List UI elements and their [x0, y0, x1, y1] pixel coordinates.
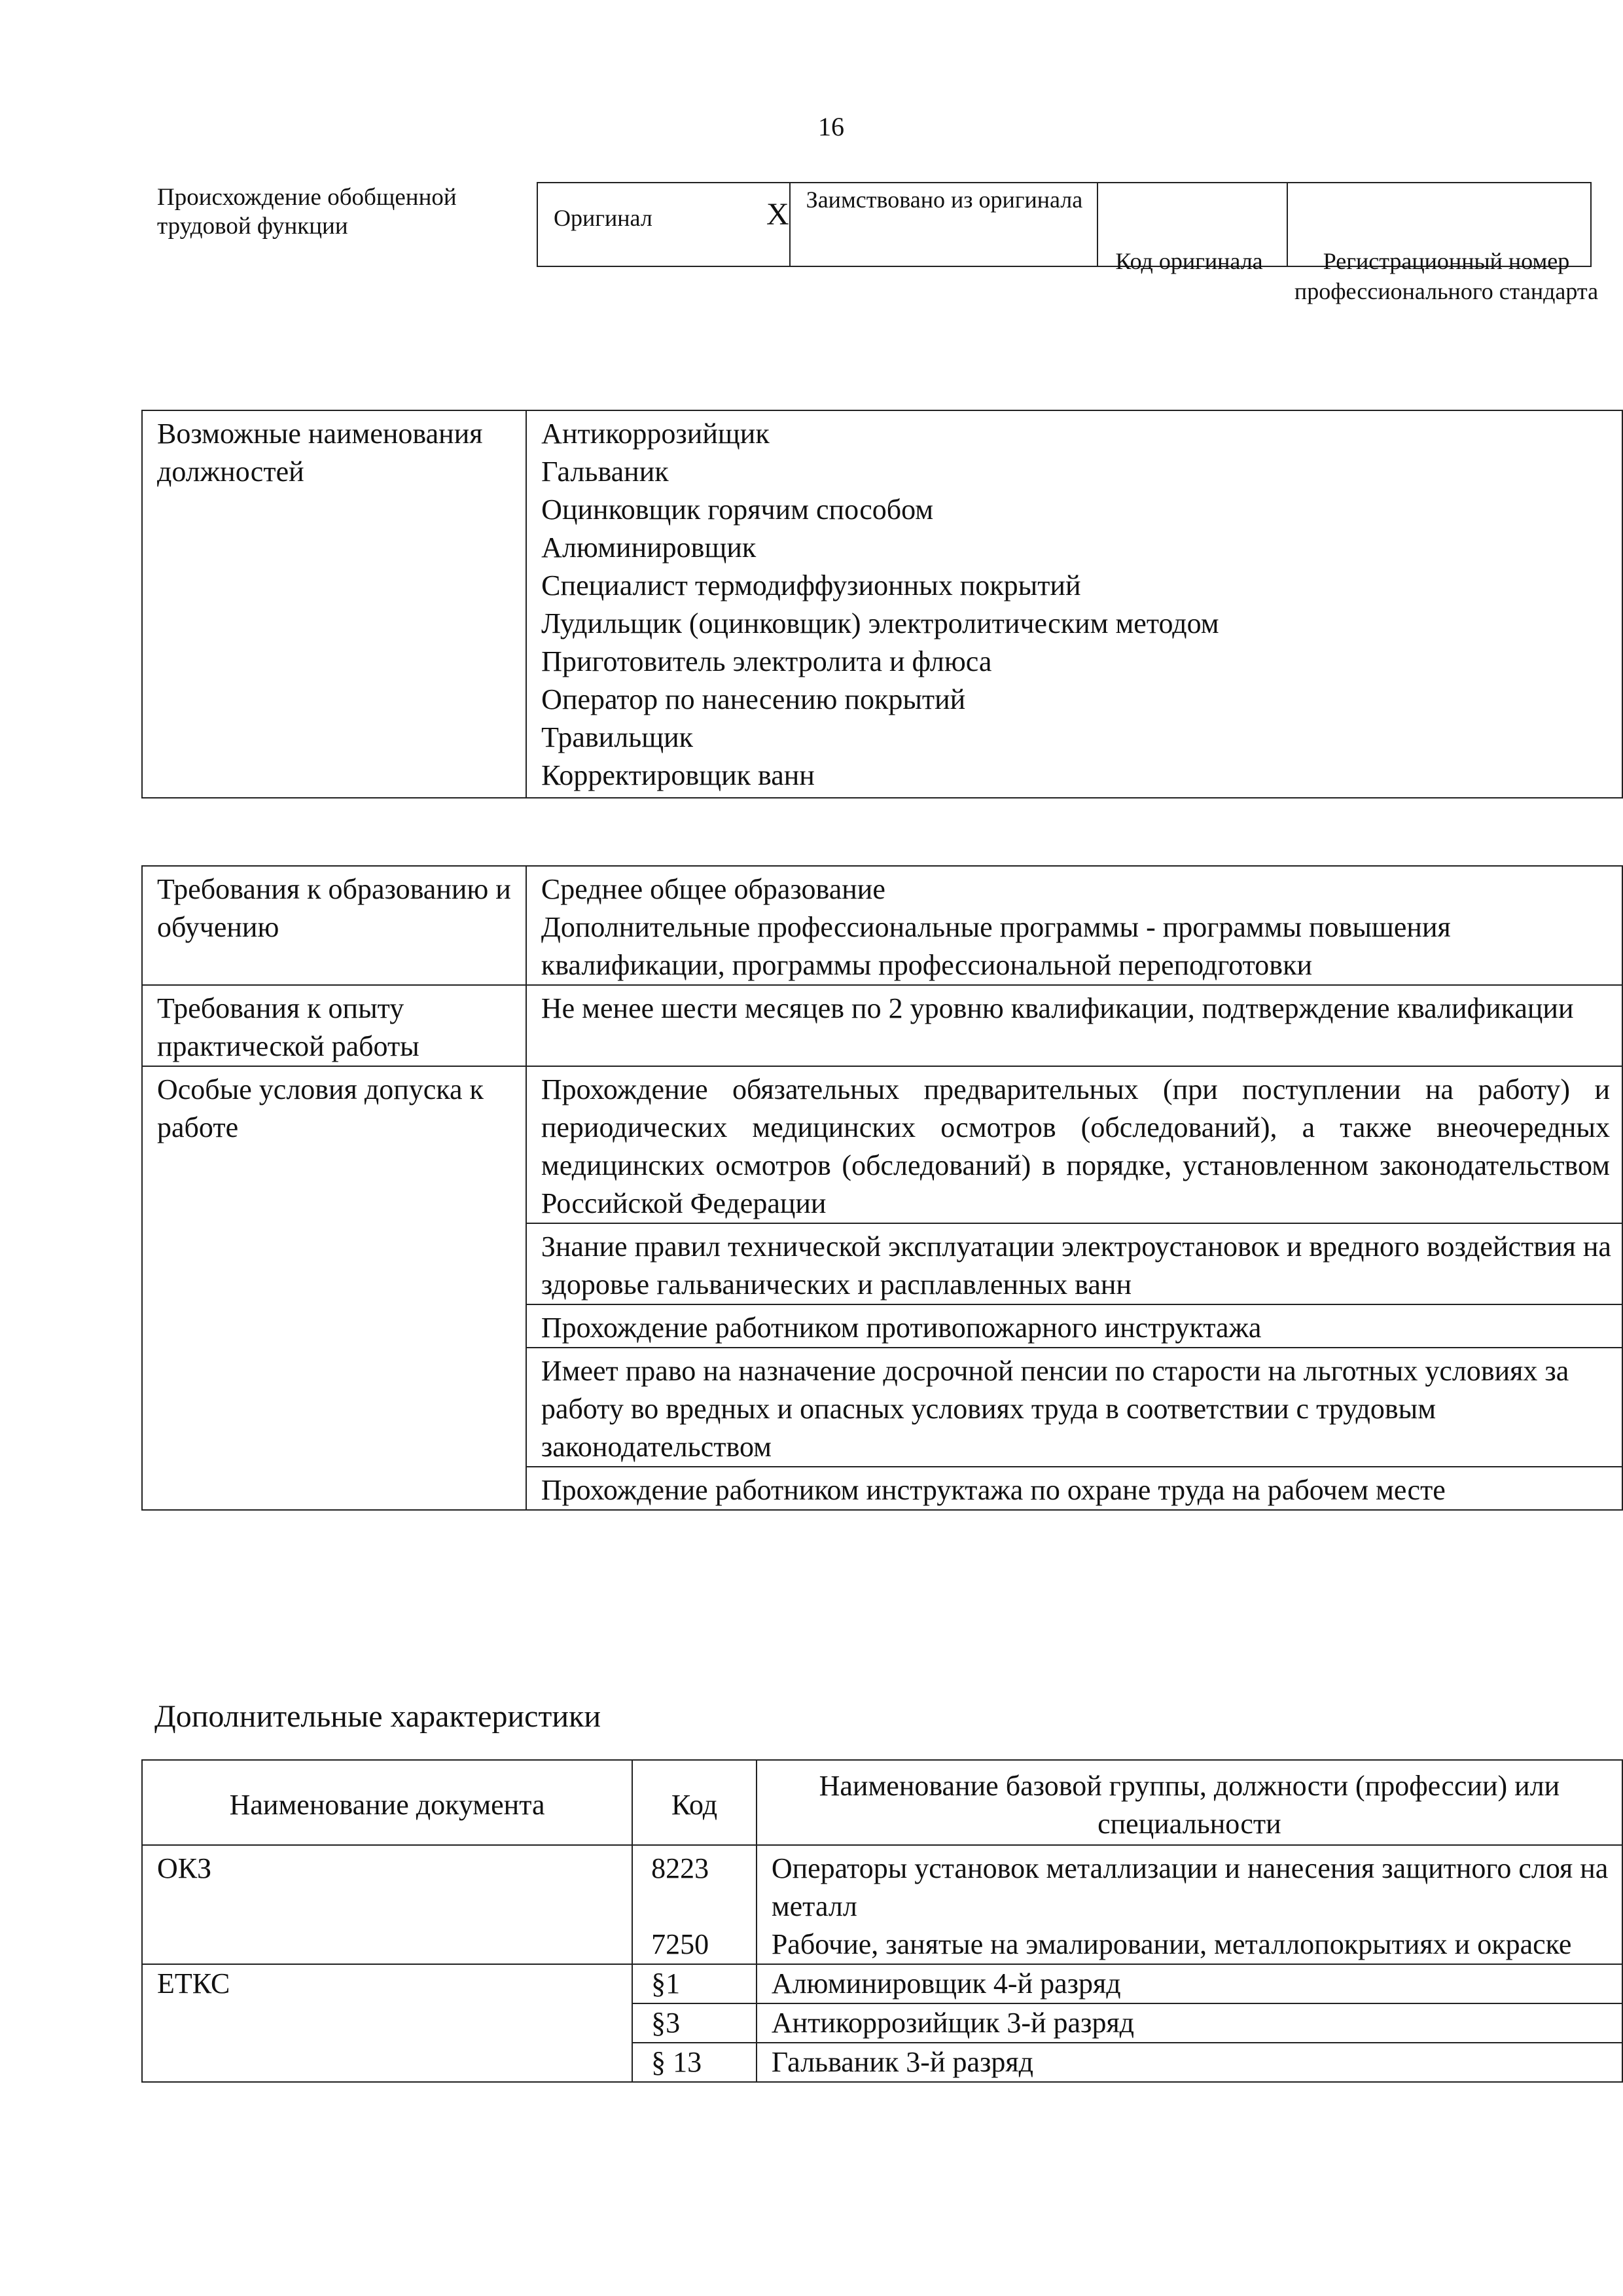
special-condition-item: Имеет право на назначение досрочной пенсии по старости на льготных условиях за работу во вредных и опасных условиях труда в соответствии с трудовым законодательством	[526, 1348, 1622, 1467]
positions-label: Возможные наименования должностей	[142, 410, 526, 798]
position-item: Оцинковщик горячим способом	[541, 493, 934, 526]
borrowed-label: Заимствовано из оригинала	[790, 183, 1097, 266]
header-document: Наименование документа	[142, 1760, 632, 1845]
special-condition-item: Прохождение обязательных предварительных (при поступлении на работу) и периодических медицинских осмотров (обследований), а также внеочередных медицинских осмотров (обследований) в порядке, установленном законодательством Российской Федерации	[526, 1066, 1622, 1223]
position-item: Корректировщик ванн	[541, 759, 815, 791]
extra-characteristics-title: Дополнительные характеристики	[154, 1699, 601, 1734]
okz-document: ОКЗ	[142, 1845, 632, 1964]
experience-label: Требования к опыту практической работы	[142, 985, 526, 1066]
education-value	[526, 866, 1622, 985]
etks-name: Антикоррозийщик 3-й разряд	[757, 2003, 1622, 2043]
origin-label: Происхождение обобщенной трудовой функции	[157, 184, 457, 240]
original-mark: X	[766, 183, 790, 266]
experience-value: Не менее шести месяцев по 2 уровню квалификации, подтверждение квалификации	[526, 985, 1622, 1066]
special-condition-item: Прохождение работником инструктажа по охране труда на рабочем месте	[526, 1467, 1622, 1510]
position-item: Приготовитель электролита и флюса	[541, 645, 992, 677]
header-code: Код	[632, 1760, 757, 1845]
original-label: Оригинал	[537, 183, 766, 266]
special-condition-item: Знание правил технической эксплуатации электроустановок и вредного воздействия на здоровье гальванических и расплавленных ванн	[526, 1223, 1622, 1304]
okz-name: Операторы установок металлизации и нанесения защитного слоя на металл	[757, 1845, 1622, 1926]
education-item: Среднее общее образование	[541, 873, 885, 905]
position-item: Специалист термодиффузионных покрытий	[541, 569, 1081, 601]
special-condition-item: Прохождение работником противопожарного инструктажа	[526, 1304, 1622, 1348]
etks-code: §1	[632, 1964, 757, 2003]
positions-list	[526, 410, 1622, 798]
position-item: Антикоррозийщик	[541, 418, 770, 450]
etks-code: § 13	[632, 2043, 757, 2082]
code-caption: Код оригинала	[1115, 248, 1263, 274]
positions-table	[141, 410, 1623, 798]
page-number: 16	[818, 112, 844, 141]
reg-number-caption: Регистрационный номер профессионального стандарта	[1294, 248, 1599, 304]
education-label: Требования к образованию и обучению	[142, 866, 526, 985]
education-item: Дополнительные профессиональные программы - программы повышения квалификации, программы профессиональной переподготовки	[541, 911, 1451, 981]
okz-name: Рабочие, занятые на эмалировании, металлопокрытиях и окраске	[757, 1926, 1622, 1964]
extra-characteristics-table	[141, 1759, 1623, 2083]
okz-code: 7250	[632, 1926, 757, 1964]
position-item: Гальваник	[541, 456, 669, 488]
position-item: Алюминировщик	[541, 531, 757, 564]
etks-name: Алюминировщик 4-й разряд	[757, 1964, 1622, 2003]
okz-code: 8223	[632, 1845, 757, 1926]
special-conditions-label: Особые условия допуска к работе	[142, 1066, 526, 1510]
header-name: Наименование базовой группы, должности (профессии) или специальности	[757, 1760, 1622, 1845]
position-item: Лудильщик (оцинковщик) электролитическим методом	[541, 607, 1219, 639]
etks-name: Гальваник 3-й разряд	[757, 2043, 1622, 2082]
etks-document: ЕТКС	[142, 1964, 632, 2082]
etks-code: §3	[632, 2003, 757, 2043]
requirements-table	[141, 865, 1623, 1511]
position-item: Травильщик	[541, 721, 694, 753]
position-item: Оператор по нанесению покрытий	[541, 683, 966, 715]
